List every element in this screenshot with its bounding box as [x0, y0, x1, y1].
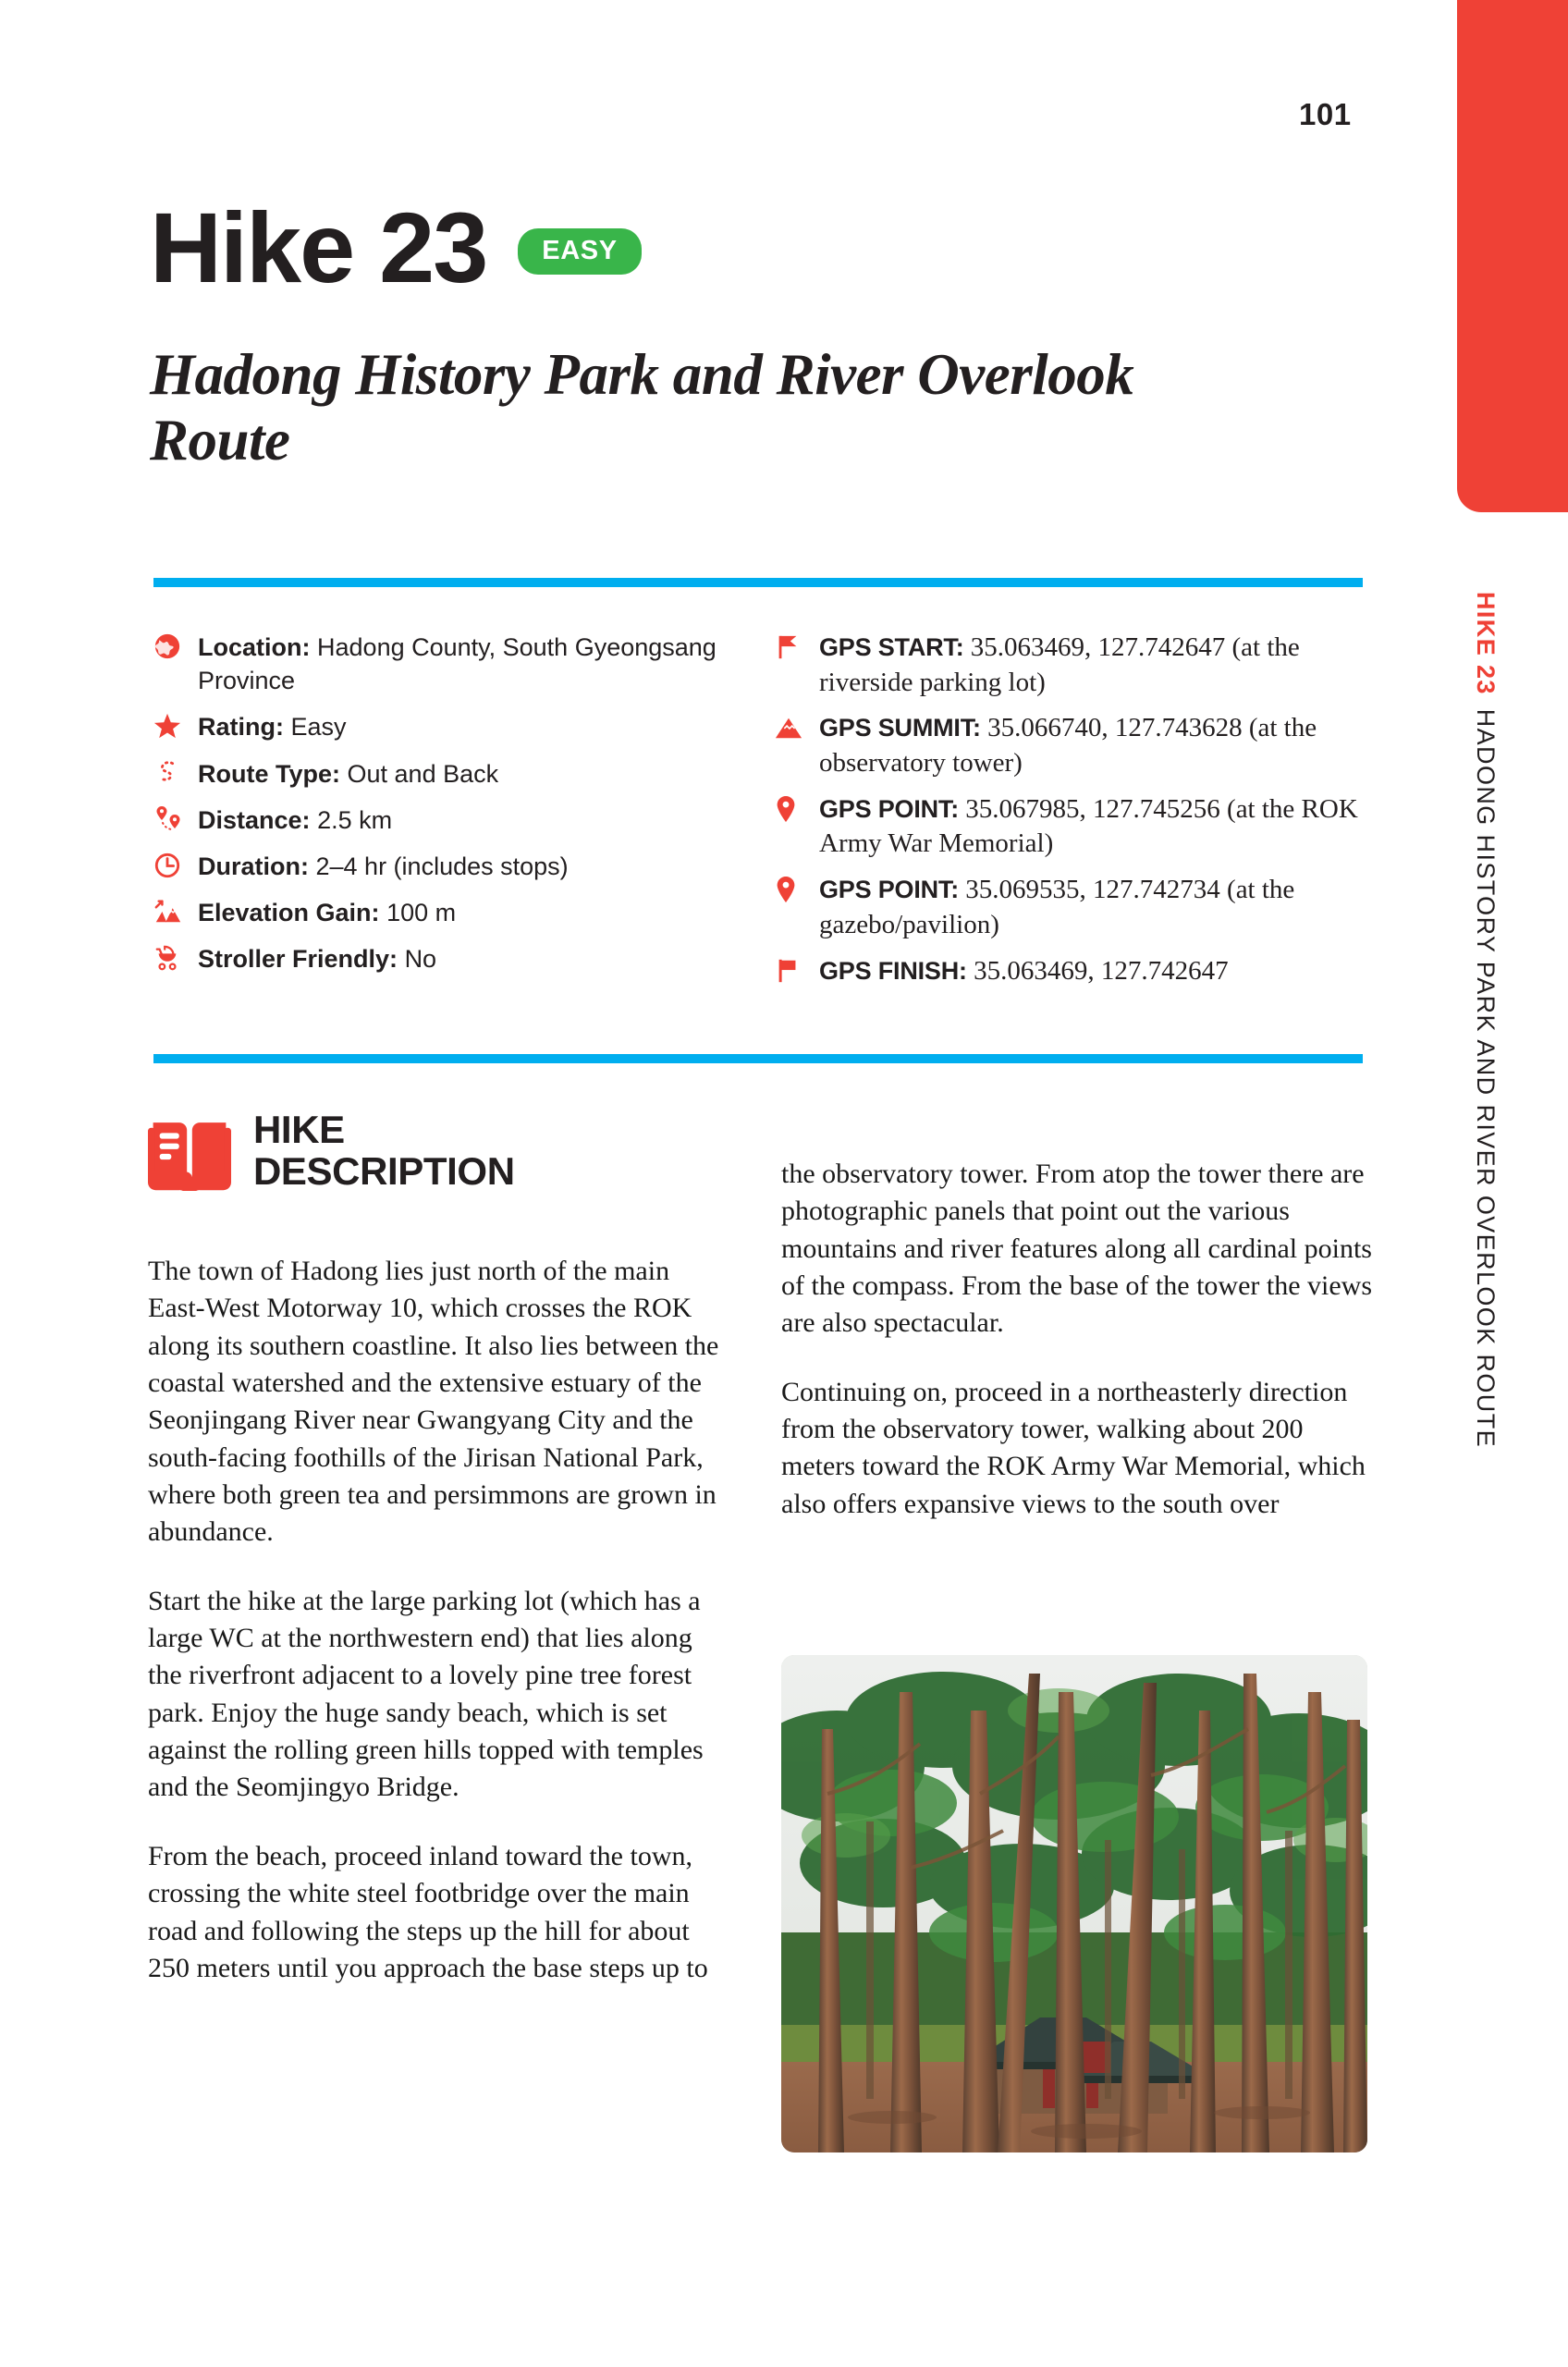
description-column-left	[148, 1253, 729, 2018]
info-value: No	[404, 945, 437, 974]
route-icon	[153, 758, 189, 788]
pine-forest-pavilion-photo	[781, 1655, 1367, 2152]
hike-number: Hike 23	[150, 191, 487, 303]
gps-value: 35.063469, 127.742647	[974, 955, 1229, 986]
open-book-icon	[148, 1111, 231, 1191]
gps-label: GPS POINT:	[819, 794, 960, 823]
route-title: Hadong History Park and River Overlook Route	[150, 342, 1134, 472]
running-head-hike: HIKE 23	[1472, 592, 1500, 695]
summit-icon	[775, 713, 812, 742]
gps-value: 35.066740, 127.743628 (at the observatory tower)	[819, 713, 1317, 779]
gps-label: GPS START:	[819, 633, 964, 661]
gps-value: 35.067985, 127.745256 (at the ROK Army War Memorial)	[819, 793, 1358, 859]
paragraph: the observatory tower. From atop the tower there are photographic panels that point out the various mountains and river features along all cardinal points of the compass. From the base of the tower the views are also spectacular.	[781, 1159, 1373, 1339]
info-row-location	[153, 631, 736, 697]
gps-row-finish	[773, 954, 1363, 989]
gps-value: 35.069535, 127.742734 (at the gazebo/pavilion)	[819, 875, 1295, 939]
info-value: Out and Back	[347, 759, 499, 788]
map-pin-icon	[775, 794, 812, 824]
info-value: 100 m	[386, 899, 457, 927]
paragraph: Continuing on, proceed in a northeasterly direction from the observatory tower, walking about 200 meters toward the ROK Army War Memorial, which also offers expansive views to the south over	[781, 1376, 1366, 1519]
info-column-left	[153, 631, 736, 1000]
info-value: 2.5 km	[317, 805, 393, 834]
flag-start-icon	[775, 632, 812, 662]
difficulty-badge: EASY	[518, 228, 641, 275]
paragraph: The town of Hadong lies just north of the main East-West Motorway 10, which crosses the ROK along its southern coastline. It also lies between the coastal watershed and the extensive estuary of the Seonjingang River near Gwangyang City and the south-facing foothills of the Jirisan National Park, where both green tea and persimmons are grown in abundance.	[148, 1256, 719, 1548]
description-heading-text	[253, 1110, 515, 1193]
paragraph: Start the hike at the large parking lot (which has a large WC at the northwestern end) that lies along the riverfront adjacent to a lovely pine tree forest park. Enjoy the huge sandy beach, which is set against the rolling green hills topped with temples and the Seomjingyo Bridge.	[148, 1585, 704, 1803]
gps-row-start	[773, 631, 1363, 700]
info-row-elevation	[153, 896, 736, 929]
gps-value: 35.063469, 127.742647 (at the riverside parking lot)	[819, 632, 1300, 697]
gps-label: GPS FINISH:	[819, 956, 967, 985]
stroller-icon	[153, 943, 189, 973]
info-value: Easy	[290, 713, 347, 742]
gps-row-point-2	[773, 873, 1363, 942]
info-value: Hadong County, South Gyeongsang Province	[198, 633, 717, 695]
red-side-tab	[1457, 0, 1568, 512]
clock-icon	[153, 851, 189, 880]
divider-bottom	[153, 1054, 1363, 1063]
info-label: Stroller Friendly:	[198, 945, 398, 974]
paragraph: From the beach, proceed inland toward the town, crossing the white steel footbridge over the main road and following the steps up the hill for about 250 meters until you approach the base steps up to	[148, 1840, 708, 1983]
info-label: Route Type:	[198, 759, 340, 788]
running-head	[1442, 592, 1498, 1701]
hike-header	[150, 191, 642, 303]
globe-icon	[153, 632, 189, 661]
info-column-right	[773, 631, 1363, 1000]
gps-row-summit	[773, 711, 1363, 780]
description-heading-line2: DESCRIPTION	[253, 1148, 515, 1193]
flag-finish-icon	[775, 956, 812, 986]
info-row-rating	[153, 710, 736, 743]
page-number: 101	[1299, 97, 1352, 131]
info-label: Duration:	[198, 852, 309, 880]
info-row-distance	[153, 803, 736, 837]
description-heading	[148, 1110, 721, 1193]
info-row-duration	[153, 850, 736, 883]
info-row-route-type	[153, 757, 736, 791]
map-pin-icon	[775, 875, 812, 904]
info-row-stroller	[153, 942, 736, 975]
gps-label: GPS POINT:	[819, 876, 960, 904]
elevation-icon	[153, 897, 189, 926]
info-label: Distance:	[198, 805, 311, 834]
info-label: Rating:	[198, 713, 284, 742]
description-heading-line1: HIKE	[253, 1108, 345, 1151]
info-label: Location:	[198, 633, 311, 661]
info-summary	[153, 631, 1363, 1000]
star-icon	[153, 711, 189, 741]
gps-row-point-1	[773, 792, 1363, 862]
gps-label: GPS SUMMIT:	[819, 714, 981, 742]
running-head-title: HADONG HISTORY PARK AND RIVER OVERLOOK ROUTE	[1472, 694, 1500, 1449]
info-label: Elevation Gain:	[198, 899, 380, 927]
description-column-right	[781, 1156, 1375, 1554]
divider-top	[153, 578, 1363, 587]
distance-pins-icon	[153, 804, 189, 834]
info-value: 2–4 hr (includes stops)	[315, 852, 569, 880]
